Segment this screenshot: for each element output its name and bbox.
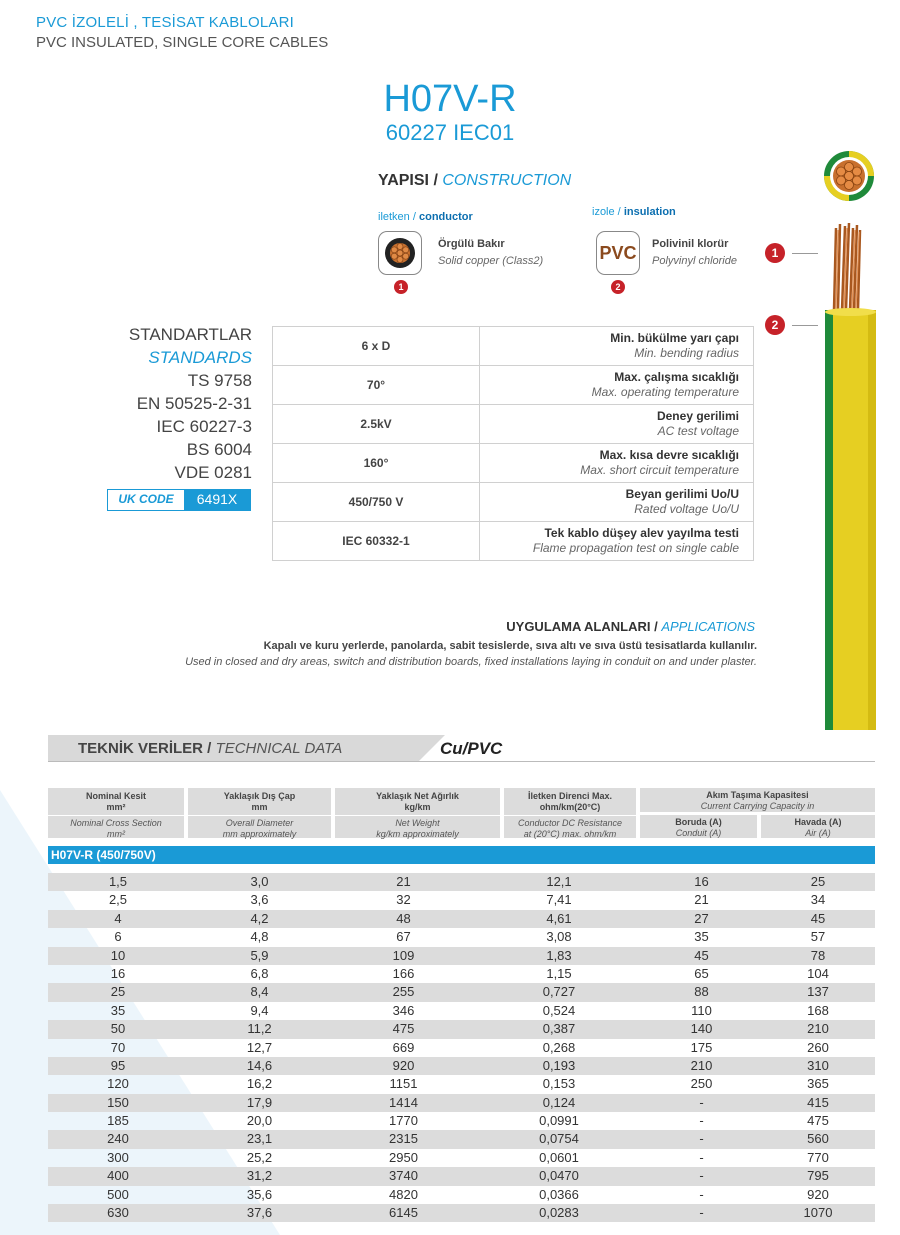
table-row: [48, 910, 875, 928]
table-cell: 104: [807, 965, 829, 981]
group-row: [0, 846, 875, 864]
table-row: [48, 1020, 875, 1038]
table-cell: 475: [807, 1113, 829, 1129]
table-row: [48, 891, 875, 909]
header-c4-tr: İletken Direnci Max.: [527, 791, 613, 801]
table-cell: 34: [810, 892, 826, 908]
property-name-tr: Min. bükülme yarı çapı: [610, 331, 739, 345]
table-cell: 415: [807, 1094, 829, 1110]
table-cell: 17,9: [246, 1094, 273, 1110]
table-cell: 8,4: [250, 984, 269, 1000]
property-value: 450/750 V: [273, 483, 480, 522]
standard-item: IEC 60227-3: [156, 417, 252, 436]
table-cell: 0,524: [542, 1002, 576, 1018]
pvc-icon-text: PVC: [599, 242, 637, 263]
table-cell: 1770: [389, 1113, 418, 1129]
table-cell: 1151: [389, 1076, 418, 1092]
table-cell: 109: [392, 947, 415, 963]
table-cell: 310: [807, 1057, 829, 1073]
property-name-en: Flame propagation test on single cable: [532, 541, 739, 555]
table-cell: 300: [107, 1149, 129, 1165]
table-cell: 0,0283: [539, 1205, 579, 1221]
property-name-en: AC test voltage: [657, 424, 739, 438]
header-c6-en: Air (A): [805, 827, 831, 838]
table-cell: -: [699, 1205, 704, 1221]
applications-text-en: Used in closed and dry areas, switch and distribution boards, fixed installations laying in conduit on and under plaster.: [185, 656, 757, 668]
header-c2-unit: mm: [251, 801, 268, 812]
property-name-en: Rated voltage Uo/U: [634, 502, 739, 516]
table-cell: 1414: [389, 1094, 418, 1110]
table-cell: 0,0470: [539, 1168, 579, 1184]
cable-illustration: [822, 150, 876, 730]
table-cell: -: [699, 1113, 704, 1129]
table-cell: -: [699, 1094, 704, 1110]
leader-line-conductor: [792, 253, 818, 254]
table-cell: 120: [107, 1076, 129, 1092]
table-cell: 0,0991: [539, 1113, 579, 1129]
table-cell: -: [699, 1149, 704, 1165]
table-cell: 16,2: [246, 1076, 273, 1092]
header-air: [761, 815, 875, 838]
header-c3-en-unit: kg/km approximately: [376, 828, 459, 839]
property-description: [480, 444, 754, 483]
table-cell: 7,41: [546, 892, 572, 908]
standard-item: VDE 0281: [174, 463, 252, 482]
table-cell: 400: [107, 1168, 129, 1184]
table-cell: 31,2: [246, 1168, 273, 1184]
table-cell: 23,1: [246, 1131, 273, 1147]
table-cell: 255: [392, 984, 415, 1000]
table-cell: 45: [810, 910, 826, 926]
uk-code-value: 6491X: [184, 490, 250, 510]
table-cell: 6145: [389, 1205, 418, 1221]
property-row: [273, 483, 754, 522]
header-title-tr: PVC İZOLELİ , TESİSAT KABLOLARI: [36, 14, 294, 31]
property-name-en: Max. operating temperature: [591, 385, 739, 399]
cable-marker-conductor: 1: [765, 243, 785, 263]
header-diameter: [188, 788, 331, 838]
table-cell: 1,83: [546, 947, 572, 963]
property-description: [480, 405, 754, 444]
property-name-tr: Deney gerilimi: [656, 409, 739, 423]
construction-title-en: CONSTRUCTION: [442, 172, 572, 189]
table-cell: 32: [396, 892, 411, 908]
table-row: [48, 947, 875, 965]
table-row: [48, 1186, 875, 1204]
table-cell: 168: [807, 1002, 829, 1018]
insulation-label-en: insulation: [623, 206, 676, 218]
table-cell: 2315: [389, 1131, 418, 1147]
header-c2-en: Overall Diameter: [225, 818, 294, 828]
table-row: [48, 1075, 875, 1093]
header-c3-en: Net Weight: [395, 818, 440, 828]
table-cell: 4,61: [546, 910, 572, 926]
property-name-en: Min. bending radius: [634, 346, 739, 360]
table-cell: 0,153: [542, 1076, 576, 1092]
table-cell: 25: [810, 874, 826, 889]
table-cell: 5,9: [250, 947, 269, 963]
header-c1-en: Nominal Cross Section: [70, 818, 162, 828]
table-cell: 630: [107, 1205, 129, 1221]
table-cell: 21: [396, 874, 411, 889]
property-name-tr: Tek kablo düşey alev yayılma testi: [544, 526, 739, 540]
insulation-label: [592, 206, 676, 218]
conductor-label: [378, 211, 473, 223]
standards-title-tr: STANDARTLAR: [128, 325, 252, 344]
table-cell: 920: [392, 1057, 415, 1073]
table-cell: 0,0754: [539, 1131, 579, 1147]
table-cell: 795: [807, 1168, 829, 1184]
standard-item: BS 6004: [186, 440, 252, 459]
uk-code-badge: [107, 489, 251, 511]
conductor-label-tr: iletken /: [378, 211, 416, 223]
header-cross-section: [48, 788, 184, 838]
table-cell: 6,8: [250, 965, 269, 981]
cable-marker-insulation: 2: [765, 315, 785, 335]
table-cell: 365: [807, 1076, 829, 1092]
conductor-material: [438, 238, 543, 267]
insulation-label-tr: izole /: [592, 206, 621, 218]
table-row: [48, 1112, 875, 1130]
table-cell: 35: [110, 1002, 126, 1018]
table-row: [48, 1167, 875, 1185]
table-cell: 45: [694, 947, 709, 963]
header-capacity-group: [640, 788, 875, 812]
pvc-icon: [596, 231, 640, 275]
construction-heading: [378, 172, 571, 190]
property-value: 160°: [273, 444, 480, 483]
table-cell: 12,7: [246, 1039, 273, 1055]
insulation-number-marker: 2: [611, 280, 625, 294]
table-cell: 3,0: [250, 874, 269, 889]
table-cell: 346: [392, 1002, 415, 1018]
table-cell: 0,0366: [539, 1186, 579, 1202]
table-cell: 6: [114, 929, 122, 945]
table-cell: 250: [690, 1076, 713, 1092]
table-cell: 210: [807, 1021, 829, 1037]
header-c4-unit: ohm/km(20°C): [539, 801, 601, 812]
table-cell: 4: [114, 910, 122, 926]
table-cell: 0,0601: [539, 1149, 579, 1165]
table-cell: 16: [110, 965, 126, 981]
applications-text-tr: Kapalı ve kuru yerlerde, panolarda, sabit tesislerde, sıva altı ve sıva üstü tesisatlarda kullanılır.: [263, 640, 757, 652]
table-cell: -: [699, 1186, 704, 1202]
table-cell: 14,6: [246, 1057, 273, 1073]
table-cell: 2950: [389, 1149, 418, 1165]
table-cell: 260: [807, 1039, 829, 1055]
table-cell: 27: [694, 910, 709, 926]
property-description: [480, 366, 754, 405]
table-cell: 57: [810, 929, 826, 945]
table-cell: 95: [110, 1057, 126, 1073]
table-row: [48, 1057, 875, 1075]
conductor-name-en: Solid copper (Class2): [438, 255, 544, 267]
insulation-material: [652, 238, 737, 267]
table-cell: 35: [694, 929, 709, 945]
property-row: [273, 405, 754, 444]
header-c1-en-unit: mm²: [107, 828, 125, 839]
table-cell: 4,2: [250, 910, 269, 926]
table-cell: 65: [694, 965, 709, 981]
table-cell: 3,6: [250, 892, 269, 908]
table-row: [48, 1204, 875, 1222]
table-cell: 20,0: [246, 1113, 273, 1129]
group-label: H07V-R (450/750V): [48, 846, 875, 864]
table-cell: 175: [690, 1039, 713, 1055]
header-c1-unit: mm²: [106, 801, 126, 812]
table-cell: 669: [392, 1039, 415, 1055]
header-c2-en-unit: mm approximately: [222, 828, 297, 839]
table-cell: 2,5: [108, 892, 128, 908]
applications-title-tr: UYGULAMA ALANLARI /: [506, 619, 658, 634]
table-cell: 67: [396, 929, 411, 945]
table-cell: 0,193: [542, 1057, 576, 1073]
property-value: IEC 60332-1: [273, 522, 480, 561]
standards-title-en: STANDARDS: [148, 348, 252, 367]
table-cell: 240: [107, 1131, 129, 1147]
property-name-tr: Beyan gerilimi Uo/U: [625, 487, 739, 501]
technical-title-en: TECHNICAL DATA: [215, 740, 343, 757]
table-cell: 1070: [803, 1205, 833, 1221]
conductor-icon: [378, 231, 422, 275]
header-c1-tr: Nominal Kesit: [85, 791, 146, 801]
table-cell: 35,6: [246, 1186, 273, 1202]
table-row: [48, 928, 875, 946]
table-cell: 25,2: [246, 1149, 273, 1165]
table-cell: 3740: [389, 1168, 418, 1184]
property-value: 2.5kV: [273, 405, 480, 444]
construction-title-tr: YAPISI /: [378, 172, 438, 189]
table-cell: 150: [107, 1094, 129, 1110]
header-c3-tr: Yaklaşık Net Ağırlık: [376, 791, 459, 801]
property-description: [480, 522, 754, 561]
product-code: H07V-R: [383, 78, 517, 120]
table-cell: 88: [694, 984, 709, 1000]
product-standard: 60227 IEC01: [385, 120, 515, 145]
table-cell: 166: [392, 965, 415, 981]
table-row: [48, 1149, 875, 1167]
applications-heading: [506, 619, 755, 634]
table-cell: 4,8: [250, 929, 269, 945]
property-value: 70°: [273, 366, 480, 405]
table-cell: 0,387: [542, 1021, 576, 1037]
table-cell: 10: [110, 947, 126, 963]
table-row: [48, 873, 875, 891]
technical-data-bar: [48, 735, 875, 762]
property-description: [480, 483, 754, 522]
header-c3-unit: kg/km: [404, 801, 431, 812]
table-cell: 9,4: [250, 1002, 269, 1018]
insulation-name-en: Polyvinyl chloride: [652, 255, 737, 267]
standard-item: EN 50525-2-31: [136, 394, 252, 413]
table-cell: 920: [807, 1186, 829, 1202]
property-row: [273, 444, 754, 483]
table-cell: 37,6: [246, 1205, 273, 1221]
table-cell: -: [699, 1168, 704, 1184]
header-c5-en: Conduit (A): [675, 827, 722, 838]
table-cell: 0,124: [542, 1094, 576, 1110]
leader-line-insulation: [792, 325, 818, 326]
table-cell: 140: [690, 1021, 713, 1037]
table-cell: 770: [807, 1149, 829, 1165]
table-cell: 475: [392, 1021, 415, 1037]
property-name-tr: Max. kısa devre sıcaklığı: [599, 448, 739, 462]
table-row: [48, 1002, 875, 1020]
insulation-name-tr: Polivinil klorür: [652, 238, 729, 250]
technical-data-title: [78, 740, 342, 757]
table-row: [48, 965, 875, 983]
technical-title-tr: TEKNİK VERİLER /: [78, 740, 212, 757]
table-cell: 185: [107, 1113, 129, 1129]
conductor-number-marker: 1: [394, 280, 408, 294]
table-cell: 0,727: [542, 984, 576, 1000]
table-cell: 70: [110, 1039, 126, 1055]
header-c5-tr: Boruda (A): [675, 817, 722, 827]
header-weight: [335, 788, 500, 838]
table-cell: 48: [396, 910, 411, 926]
table-cell: 11,2: [247, 1021, 272, 1037]
data-table: [48, 873, 875, 1222]
table-cell: 21: [694, 892, 709, 908]
table-row: [48, 1094, 875, 1112]
header-c4-en: Conductor DC Resistance: [517, 818, 623, 828]
material-label: Cu/PVC: [440, 739, 503, 758]
table-cell: 500: [107, 1186, 129, 1202]
conductor-name-tr: Örgülü Bakır: [438, 238, 505, 250]
header-resistance: [504, 788, 636, 838]
header-c4-en-unit: at (20°C) max. ohm/km: [523, 828, 617, 839]
table-row: [48, 1130, 875, 1148]
page-header: [36, 14, 328, 51]
table-cell: 3,08: [546, 929, 572, 945]
property-row: [273, 366, 754, 405]
properties-table: [272, 326, 754, 561]
table-cell: 50: [110, 1021, 126, 1037]
header-c6-tr: Havada (A): [794, 817, 842, 827]
header-c2-tr: Yaklaşık Dış Çap: [223, 791, 296, 801]
header-title-en: PVC INSULATED, SINGLE CORE CABLES: [36, 34, 329, 51]
property-value: 6 x D: [273, 327, 480, 366]
property-row: [273, 327, 754, 366]
table-cell: 0,268: [542, 1039, 576, 1055]
table-cell: 78: [810, 947, 826, 963]
standard-item: TS 9758: [187, 371, 252, 390]
table-cell: 137: [807, 984, 829, 1000]
header-group-tr: Akım Taşıma Kapasitesi: [706, 790, 809, 800]
property-description: [480, 327, 754, 366]
property-row: [273, 522, 754, 561]
standards-list: [129, 323, 252, 484]
table-cell: -: [699, 1131, 704, 1147]
table-row: [48, 983, 875, 1001]
table-cell: 1,5: [108, 874, 128, 889]
header-conduit: [640, 815, 757, 838]
table-cell: 4820: [389, 1186, 418, 1202]
table-cell: 560: [807, 1131, 829, 1147]
table-row: [48, 1039, 875, 1057]
uk-code-label: UK CODE: [108, 490, 184, 510]
table-cell: 210: [690, 1057, 713, 1073]
table-cell: 16: [694, 874, 709, 889]
table-cell: 25: [110, 984, 126, 1000]
table-cell: 110: [691, 1002, 712, 1018]
product-title: [0, 78, 900, 146]
property-name-tr: Max. çalışma sıcaklığı: [614, 370, 739, 384]
conductor-label-en: conductor: [418, 211, 473, 223]
property-name-en: Max. short circuit temperature: [580, 463, 739, 477]
table-cell: 12,1: [546, 874, 572, 889]
applications-title-en: APPLICATIONS: [661, 619, 755, 634]
header-group-en: Current Carrying Capacity in: [700, 800, 815, 811]
table-cell: 1,15: [546, 965, 572, 981]
